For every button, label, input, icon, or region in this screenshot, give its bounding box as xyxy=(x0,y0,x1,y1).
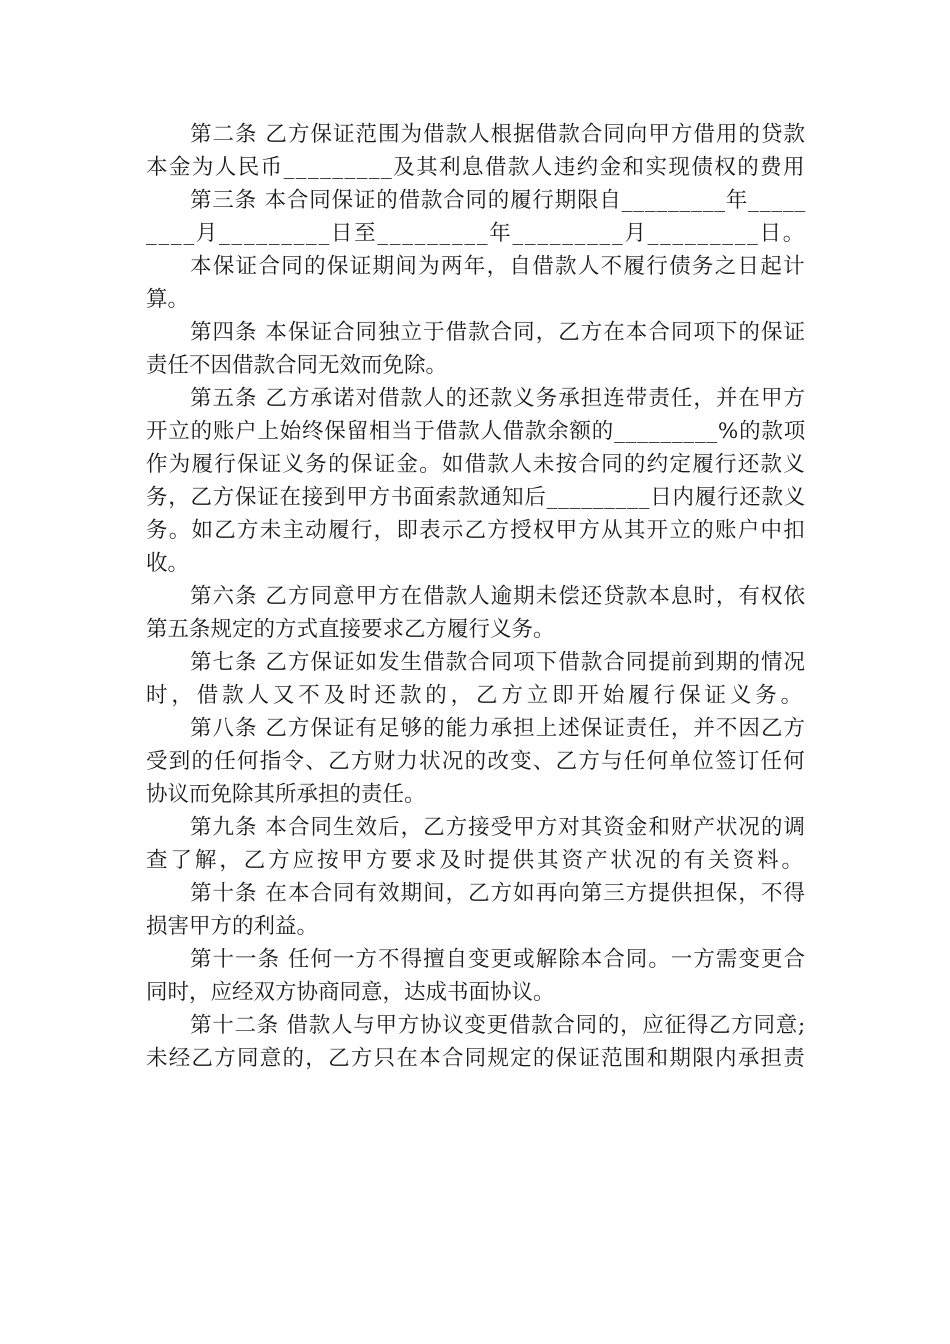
paragraph-line: 时，借款人又不及时还款的，乙方立即开始履行保证义务。 xyxy=(146,683,806,708)
paragraph-line: 收。 xyxy=(146,551,190,576)
paragraph-line: ____月_________日至_________年_________月_________日。 xyxy=(146,221,806,246)
paragraph-line: 务，乙方保证在接到甲方书面索款通知后_________日内履行还款义 xyxy=(146,485,806,510)
paragraph-line: 作为履行保证义务的保证金。如借款人未按合同的约定履行还款义 xyxy=(146,452,806,477)
paragraph-line: 开立的账户上始终保留相当于借款人借款余额的_________%的款项 xyxy=(146,419,806,444)
paragraph-line: 损害甲方的利益。 xyxy=(146,914,319,939)
paragraph-line: 务。如乙方未主动履行，即表示乙方授权甲方从其开立的账户中扣 xyxy=(146,518,806,543)
paragraph-line: 查了解，乙方应按甲方要求及时提供其资产状况的有关资料。 xyxy=(146,848,806,873)
paragraph-first-line: 第十二条 借款人与甲方协议变更借款合同的，应征得乙方同意; xyxy=(190,1013,806,1038)
paragraph-line: 责任不因借款合同无效而免除。 xyxy=(146,353,448,378)
paragraph-line: 受到的任何指令、乙方财力状况的改变、乙方与任何单位签订任何 xyxy=(146,749,806,774)
paragraph-first-line: 第十一条 任何一方不得擅自变更或解除本合同。一方需变更合 xyxy=(190,947,806,972)
paragraph-first-line: 第十条 在本合同有效期间，乙方如再向第三方提供担保，不得 xyxy=(190,881,806,906)
document-body xyxy=(146,118,806,1075)
paragraph-first-line: 本保证合同的保证期间为两年，自借款人不履行债务之日起计 xyxy=(190,254,806,279)
paragraph-line: 第五条规定的方式直接要求乙方履行义务。 xyxy=(146,617,555,642)
paragraph-first-line: 第二条 乙方保证范围为借款人根据借款合同向甲方借用的贷款 xyxy=(190,122,806,147)
paragraph-first-line: 第四条 本保证合同独立于借款合同，乙方在本合同项下的保证 xyxy=(190,320,806,345)
paragraph-line: 协议而免除其所承担的责任。 xyxy=(146,782,426,807)
paragraph-first-line: 第六条 乙方同意甲方在借款人逾期未偿还贷款本息时，有权依 xyxy=(190,584,806,609)
paragraph-first-line: 第五条 乙方承诺对借款人的还款义务承担连带责任，并在甲方 xyxy=(190,386,806,411)
paragraph-first-line: 第九条 本合同生效后，乙方接受甲方对其资金和财产状况的调 xyxy=(190,815,806,840)
paragraph-first-line: 第八条 乙方保证有足够的能力承担上述保证责任，并不因乙方 xyxy=(190,716,806,741)
paragraph-first-line: 第七条 乙方保证如发生借款合同项下借款合同提前到期的情况 xyxy=(190,650,806,675)
paragraph-first-line: 第三条 本合同保证的借款合同的履行期限自_________年_____ xyxy=(190,188,806,213)
paragraph-line: 算。 xyxy=(146,287,190,312)
paragraph-line: 本金为人民币_________及其利息借款人违约金和实现债权的费用 xyxy=(146,155,806,180)
paragraph-line: 同时，应经双方协商同意，达成书面协议。 xyxy=(146,980,555,1005)
paragraph-line: 未经乙方同意的，乙方只在本合同规定的保证范围和期限内承担责 xyxy=(146,1046,806,1071)
